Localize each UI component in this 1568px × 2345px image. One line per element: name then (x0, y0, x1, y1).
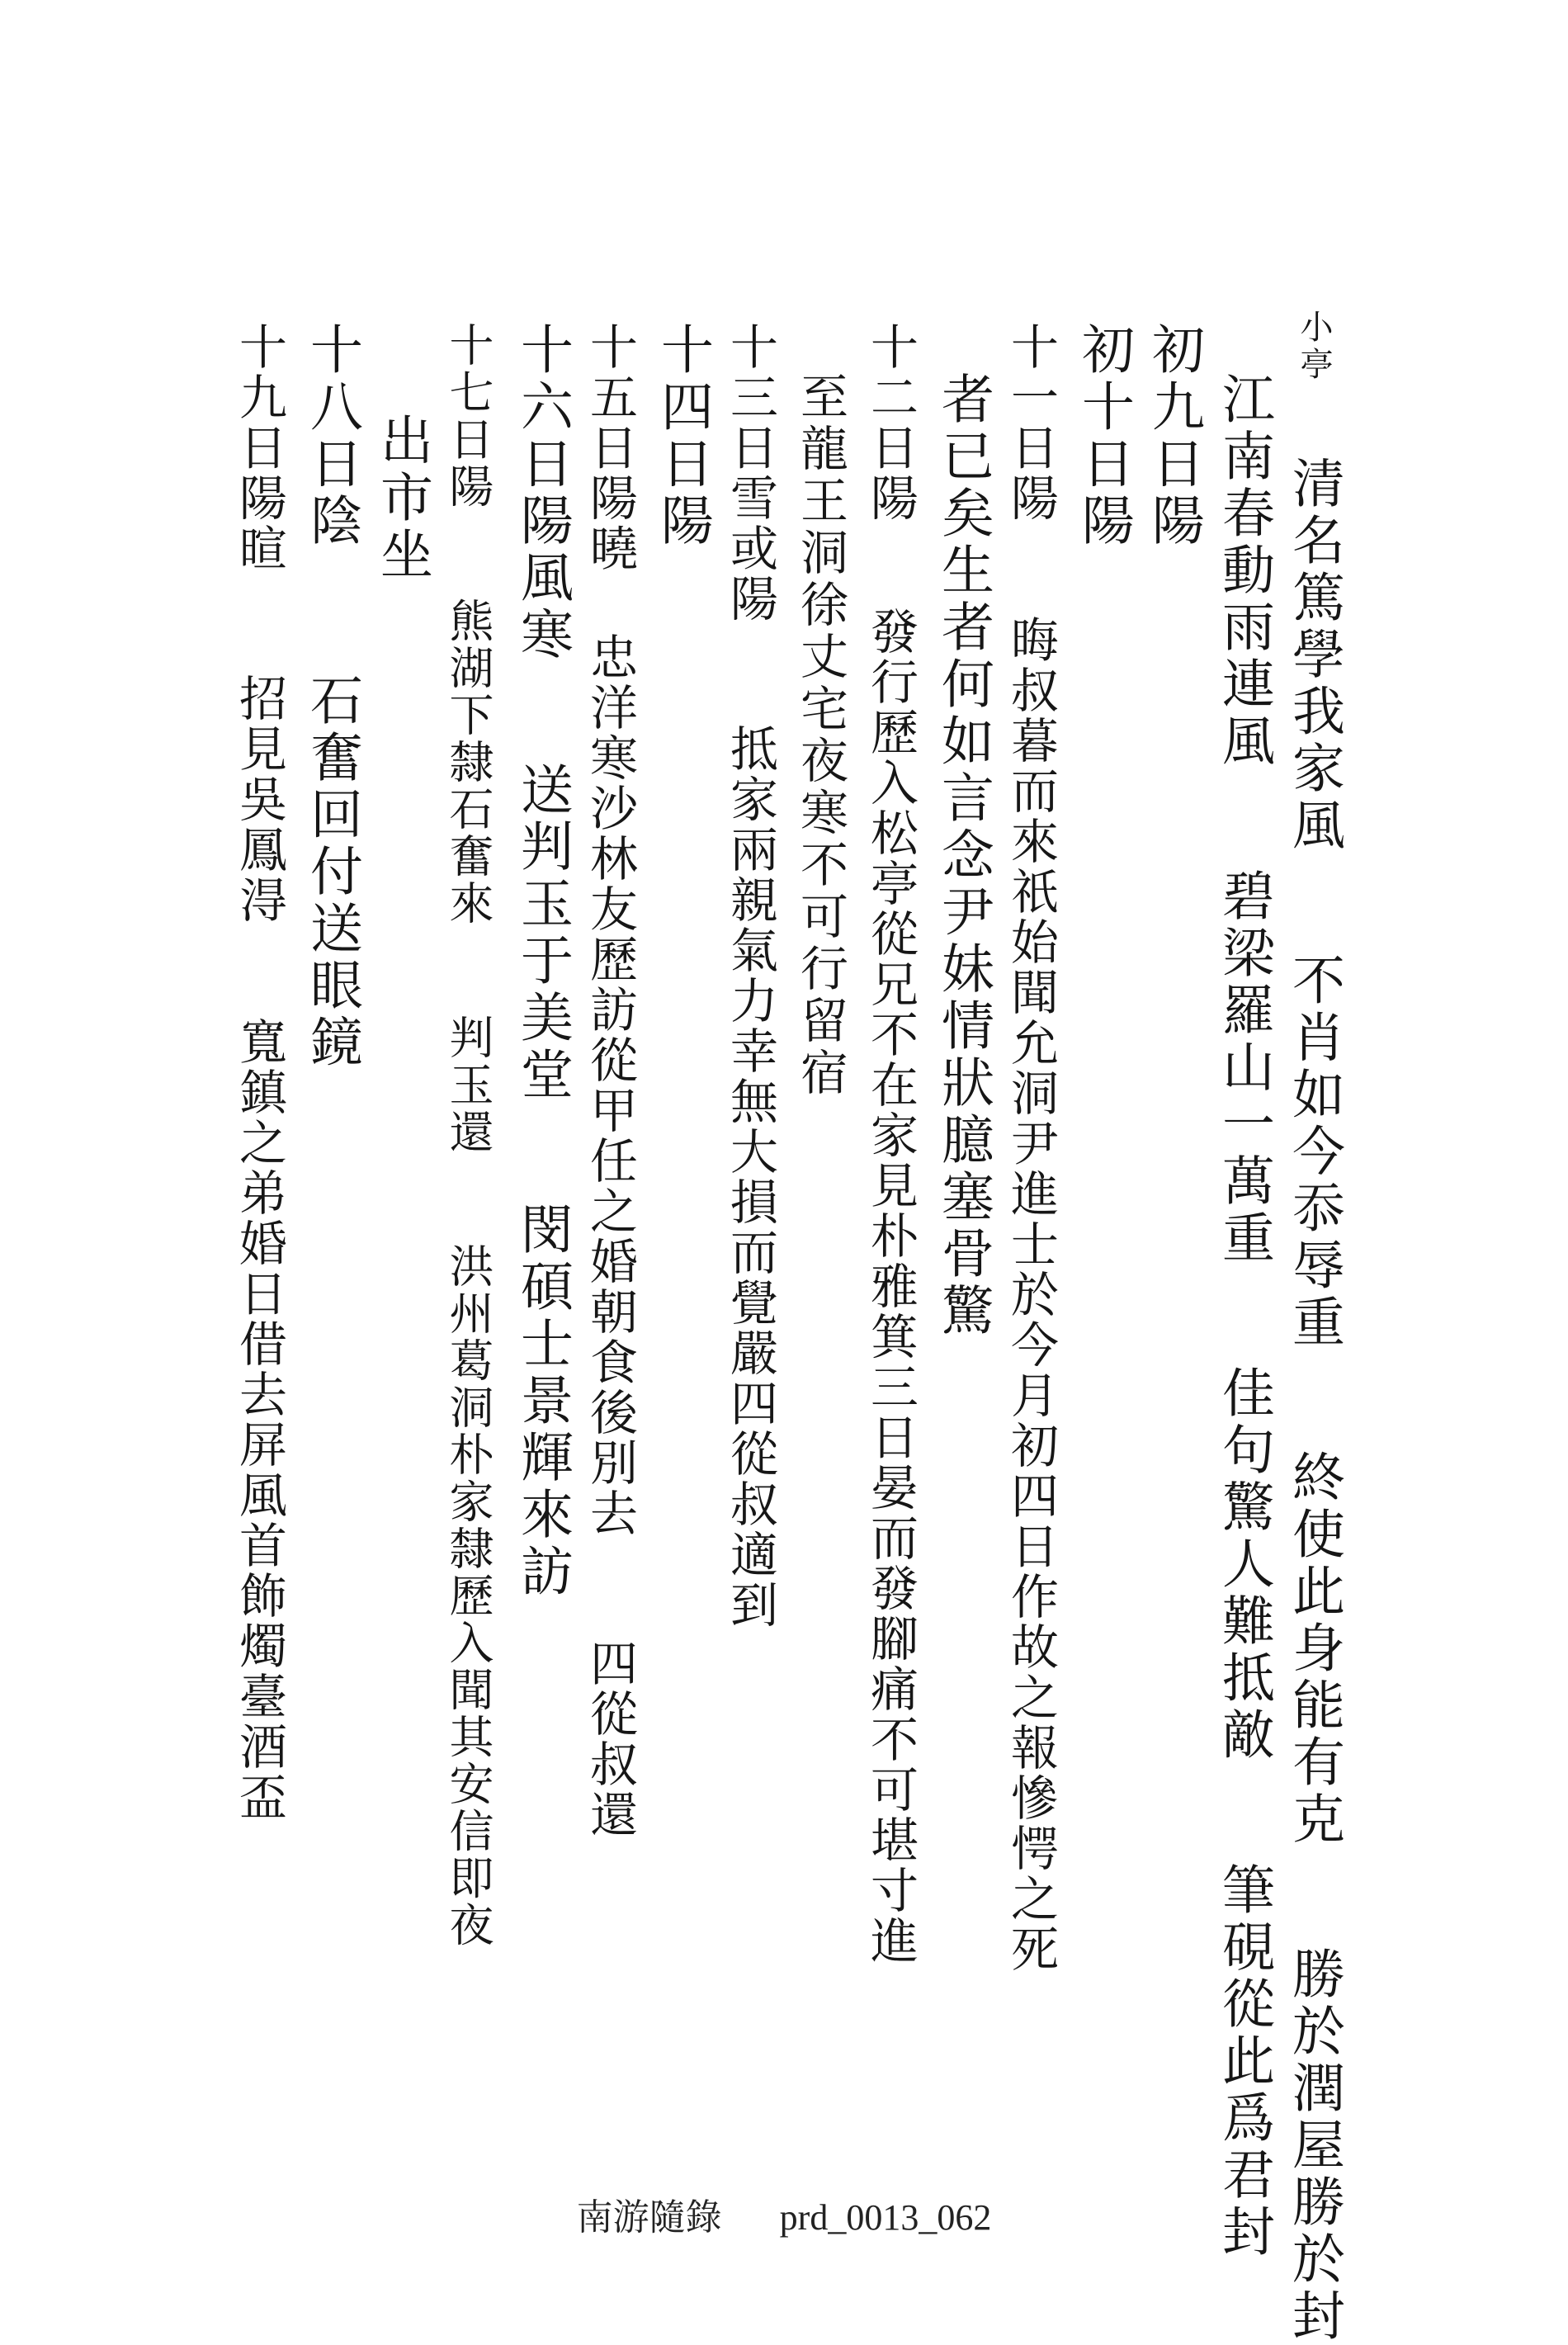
column-9-seg-1: 抵家兩親氣力幸無大損而覺嚴四從叔適到 (722, 724, 778, 1630)
column-15-text: 十八日陰 (301, 322, 362, 550)
column-4-text: 初十日陽 (1073, 322, 1134, 550)
column-1-text: 清名篤學我家風 (1283, 456, 1344, 854)
column-12-seg-2: 閔碩士景輝來訪 (512, 1202, 573, 1600)
column-9 (722, 322, 778, 1630)
column-7-seg-1: 發行歷入松亭從兄不在家見朴雅箕三日晏而發腳痛不可堪寸進 (862, 607, 919, 1966)
column-9-text: 十三日雪或陽 (722, 322, 778, 624)
column-7-text: 十二日陽 (862, 322, 919, 523)
column-6 (933, 371, 994, 1340)
column-16 (231, 322, 287, 1823)
column-12 (512, 322, 573, 1600)
column-11-seg-1: 忠洋寒沙林友歷訪從甲任之婚朝食後別去 (582, 632, 638, 1539)
column-11-text: 十五日陽曉 (582, 322, 638, 574)
column-10-text: 十四日陽 (652, 322, 713, 550)
column-1 (1283, 310, 1344, 2345)
column-5 (1003, 322, 1059, 1974)
column-15-seg-1: 石奮回付送眼鏡 (301, 673, 362, 1071)
column-2-seg-3: 筆硯從此爲君封 (1213, 1862, 1274, 2261)
column-8-text: 至龍王洞徐丈宅夜寒不可行留宿 (792, 371, 848, 1099)
column-12-seg-1: 送判玉于美堂 (512, 762, 573, 1104)
column-16-text: 十九日陽暄 (231, 322, 287, 574)
column-15 (301, 322, 362, 1071)
column-8 (792, 371, 848, 1099)
column-11 (582, 322, 638, 1840)
column-16-seg-2: 寬鎮之弟婚日借去屏風首飾燭臺酒盃 (231, 1017, 287, 1823)
column-13 (442, 322, 494, 1949)
column-6-text: 者已矣生者何如言念尹妹情狀臆塞骨驚 (933, 371, 994, 1340)
column-2-seg-1: 碧梁羅山一萬重 (1213, 868, 1274, 1267)
column-1-seg-2: 終使此身能有克 (1283, 1449, 1344, 1848)
column-3-text: 初九日陽 (1143, 322, 1204, 550)
column-11-seg-2: 四從叔還 (582, 1638, 638, 1840)
column-14 (371, 413, 432, 584)
column-4 (1073, 322, 1134, 550)
column-2 (1213, 371, 1274, 2261)
column-10 (652, 322, 713, 550)
column-14-text: 出市坐 (371, 413, 432, 584)
column-5-text: 十一日陽 (1003, 322, 1059, 523)
column-13-seg-2: 判玉還 (442, 1014, 494, 1156)
column-1-seg-3: 勝於潤屋勝於封 (1283, 1946, 1344, 2345)
footer-title: 南游隨錄 (576, 2197, 722, 2238)
footer-page-id: prd_0013_062 (779, 2197, 992, 2238)
column-16-seg-1: 招見吳鳳淂 (231, 674, 287, 925)
column-13-seg-1: 熊湖下隸石奮來 (442, 598, 494, 927)
page-footer (0, 2187, 1568, 2240)
column-3 (1143, 322, 1204, 550)
column-12-text: 十六日陽風寒 (512, 322, 573, 664)
column-13-seg-3: 洪州葛洞朴家隸歷入聞其安信即夜 (442, 1243, 494, 1949)
column-1-head: 小亭 (1295, 310, 1333, 384)
column-1-seg-1: 不肖如今忝辱重 (1283, 953, 1344, 1351)
column-7 (862, 322, 919, 1966)
column-13-text: 十七日陽 (442, 322, 494, 510)
column-2-text: 江南春動雨連風 (1213, 371, 1274, 770)
column-5-seg-1: 晦叔暮而來祇始聞允洞尹進士於今月初四日作故之報慘愕之死 (1003, 615, 1059, 1974)
column-2-seg-2: 佳句驚人難抵敵 (1213, 1365, 1274, 1764)
